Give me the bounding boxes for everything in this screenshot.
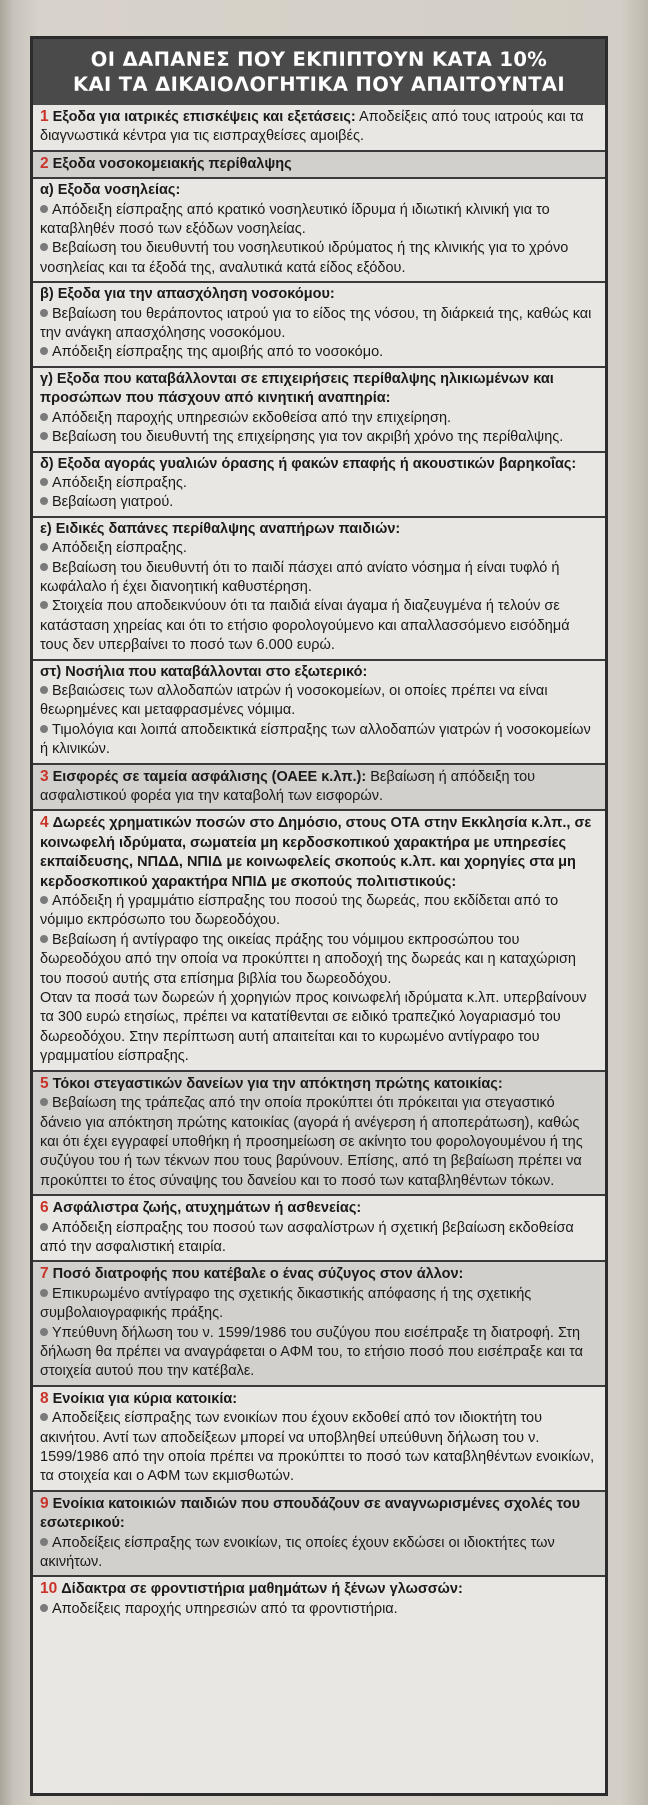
row-heading xyxy=(40,285,599,304)
bullet-dot-icon xyxy=(40,413,48,421)
table-rows xyxy=(33,105,605,1622)
table-row xyxy=(33,661,605,765)
requirement-item xyxy=(40,1409,599,1487)
requirement-text: Απόδειξη παροχής υπηρεσιών εκδοθείσα από την επιχείρηση. xyxy=(52,409,452,426)
deductions-table xyxy=(30,36,608,1796)
row-heading xyxy=(40,1389,599,1409)
bullet-dot-icon xyxy=(40,725,48,733)
requirement-item xyxy=(40,1534,599,1573)
item-number: 8 xyxy=(40,1389,49,1407)
table-row xyxy=(33,811,605,1071)
item-title: ε) Ειδικές δαπάνες περίθαλψης αναπήρων παιδιών: xyxy=(40,520,401,537)
requirement-item xyxy=(40,597,599,655)
item-title: α) Εξοδα νοσηλείας: xyxy=(40,182,181,199)
bullet-dot-icon xyxy=(40,1413,48,1421)
requirement-text: Υπεύθυνη δήλωση του ν. 1599/1986 του συζύγου που εισέπραξε τη διατροφή. Στη δήλωση θα πρέπει να αναγράφεται ο ΑΦΜ του, το ετήσιο ποσό που εισέπραξε και τα στοιχεία αυτού που την κατέβαλε. xyxy=(40,1324,584,1380)
requirement-item xyxy=(40,1219,599,1258)
requirement-text: Βεβαίωση γιατρού. xyxy=(52,494,174,511)
requirement-item xyxy=(40,409,599,428)
item-title: Ενοίκια κατοικιών παιδιών που σπουδάζουν σε αναγνωρισμένες σχολές του εσωτερικού: xyxy=(40,1495,581,1532)
table-row xyxy=(33,283,605,368)
item-number: 7 xyxy=(40,1265,49,1283)
requirement-text: Απόδειξη είσπραξης. xyxy=(52,540,187,557)
row-heading xyxy=(40,663,599,682)
additional-note: Οταν τα ποσά των δωρεών ή χορηγιών προς κοινωφελή ιδρύματα κ.λπ. υπερβαίνουν τα 300 ευρώ ετησίως, πρέπει να κατατίθενται σε ειδικό τραπεζικό λογαριασμό του δωρεοδόχου. Στην περίπτωση αυτή απαιτείται και το κυρωμένο αντίγραφο του γραμματίου είσπραξης. xyxy=(40,990,587,1065)
requirement-item xyxy=(40,493,599,512)
row-heading xyxy=(40,1264,599,1284)
bullet-dot-icon xyxy=(40,601,48,609)
item-title: στ) Νοσήλια που καταβάλλονται στο εξωτερικό: xyxy=(40,663,368,680)
table-row xyxy=(33,518,605,661)
requirement-text: Στοιχεία που αποδεικνύουν ότι τα παιδιά είναι άγαμα ή διαζευγμένα ή τελούν σε κατάσταση χηρείας και ότι το ετήσιο φορολογούμενο και απαλλασσόμενο εισόδημά τους δεν υπερβαίνει το ποσό των 6.000 ευρώ. xyxy=(40,598,570,654)
requirement-text: Βεβαιώσεις των αλλοδαπών ιατρών ή νοσοκομείων, οι οποίες πρέπει να είναι θεωρημένες και μεταφρασμένες νόμιμα. xyxy=(40,682,548,719)
bullet-dot-icon xyxy=(40,1604,48,1612)
item-number: 6 xyxy=(40,1199,49,1217)
bullet-dot-icon xyxy=(40,205,48,213)
requirement-text: Απόδειξη είσπραξης από κρατικό νοσηλευτικό ίδρυμα ή ιδιωτική κλινική για το καταβληθέν ποσό των εξόδων νοσηλείας. xyxy=(40,201,550,238)
row-heading xyxy=(40,767,599,807)
requirement-text: Επικυρωμένο αντίγραφο της σχετικής δικαστικής απόφασης ή της σχετικής συμβολαιογραφικής πράξης. xyxy=(40,1285,532,1322)
item-number: 4 xyxy=(40,814,49,832)
bullet-dot-icon xyxy=(40,478,48,486)
table-row xyxy=(33,1577,605,1622)
row-heading xyxy=(40,154,599,174)
bullet-dot-icon xyxy=(40,309,48,317)
row-heading xyxy=(40,1198,599,1218)
requirement-item xyxy=(40,201,599,240)
requirement-text: Τιμολόγια και λοιπά αποδεικτικά είσπραξης των αλλοδαπών γιατρών ή νοσοκομείων ή κλινικών. xyxy=(40,721,591,758)
bullet-dot-icon xyxy=(40,1538,48,1546)
table-header xyxy=(33,39,605,105)
requirement-item xyxy=(40,1600,599,1619)
item-number: 2 xyxy=(40,154,49,172)
table-row xyxy=(33,1387,605,1492)
item-title: Εισφορές σε ταμεία ασφάλισης (ΟΑΕΕ κ.λπ.): xyxy=(52,768,367,785)
item-title: Ενοίκια για κύρια κατοικία: xyxy=(52,1390,238,1407)
requirement-item xyxy=(40,682,599,721)
table-row xyxy=(33,1196,605,1262)
bullet-dot-icon xyxy=(40,1098,48,1106)
row-heading xyxy=(40,107,599,147)
bullet-dot-icon xyxy=(40,432,48,440)
bullet-dot-icon xyxy=(40,563,48,571)
bullet-dot-icon xyxy=(40,1223,48,1231)
item-number: 9 xyxy=(40,1494,49,1512)
item-number: 10 xyxy=(40,1580,58,1598)
bullet-dot-icon xyxy=(40,347,48,355)
row-heading xyxy=(40,1579,599,1599)
bullet-dot-icon xyxy=(40,243,48,251)
item-title: Εξοδα νοσοκομειακής περίθαλψης xyxy=(52,155,292,172)
item-title: Εξοδα για ιατρικές επισκέψεις και εξετάσεις: xyxy=(52,109,356,125)
requirement-text: Αποδείξεις παροχής υπηρεσιών από τα φροντιστήρια. xyxy=(52,1600,398,1617)
bullet-dot-icon xyxy=(40,896,48,904)
item-description: Βεβαίωση ή απόδειξη του ασφαλιστικού φορέα για την καταβολή των εισφορών. xyxy=(40,768,536,804)
row-heading xyxy=(40,181,599,200)
header-line-1: ΟΙ ΔΑΠΑΝΕΣ ΠΟΥ ΕΚΠΙΠΤΟΥΝ ΚΑΤΑ 10% xyxy=(90,48,548,71)
table-row xyxy=(33,1492,605,1578)
row-heading xyxy=(40,520,599,539)
item-number: 3 xyxy=(40,767,49,785)
requirement-item xyxy=(40,1324,599,1382)
requirement-text: Αποδείξεις είσπραξης των ενοικίων που έχουν εκδοθεί από τον ιδιοκτήτη του ακινήτου. Αντί των αποδείξεων μπορεί να υποβληθεί υπεύθυνη δήλωση του ν. 1599/1986 από την οποία πρέπει να προκύπτει το ποσό των καταβληθέντων ενοικίων, τα στοιχεία και ο ΑΦΜ των εκμισθωτών. xyxy=(40,1410,595,1485)
table-row xyxy=(33,368,605,453)
bullet-dot-icon xyxy=(40,935,48,943)
item-title: γ) Εξοδα που καταβάλλονται σε επιχειρήσεις περίθαλψης ηλικιωμένων και προσώπων που πάσχουν από κινητική αναπηρία: xyxy=(40,370,554,407)
requirement-item xyxy=(40,1094,599,1191)
bullet-dot-icon xyxy=(40,1328,48,1336)
item-number: 1 xyxy=(40,108,49,125)
item-title: Ποσό διατροφής που κατέβαλε ο ένας σύζυγος στον άλλον: xyxy=(52,1266,464,1283)
requirement-text: Αποδείξεις είσπραξης των ενοικίων, τις οποίες έχουν εκδώσει οι ιδιοκτήτες των ακινήτων. xyxy=(40,1534,555,1571)
requirement-item xyxy=(40,343,599,362)
requirement-item xyxy=(40,892,599,931)
row-heading xyxy=(40,813,599,892)
requirement-text: Απόδειξη είσπραξης. xyxy=(52,474,187,491)
requirement-item xyxy=(40,721,599,760)
header-line-2: ΚΑΙ ΤΑ ΔΙΚΑΙΟΛΟΓΗΤΙΚΑ ΠΟΥ ΑΠΑΙΤΟΥΝΤΑΙ xyxy=(72,73,566,96)
table-row xyxy=(33,179,605,283)
requirement-text: Απόδειξη είσπραξης της αμοιβής από το νοσοκόμο. xyxy=(52,344,384,361)
requirement-item xyxy=(40,1285,599,1324)
item-title: β) Εξοδα για την απασχόληση νοσοκόμου: xyxy=(40,286,335,303)
requirement-item xyxy=(40,305,599,344)
item-title: Δωρεές χρηματικών ποσών στο Δημόσιο, στους ΟΤΑ στην Εκκλησία κ.λπ., σε κοινωφελή ιδρύματα, σωματεία μη κερδοσκοπικού χαρακτήρα με υπηρεσίες εκπαίδευσης, ΝΠΔΔ, ΝΠΙΔ με κοινωφελείς σκοπούς κ.λπ. και χορηγίες στα μη κερδοσκοπικού χαρακτήρα ΝΠΙΔ με σκοπούς πολιτιστικούς: xyxy=(40,815,592,890)
bullet-dot-icon xyxy=(40,686,48,694)
requirement-text: Απόδειξη ή γραμμάτιο είσπραξης του ποσού της δωρεάς, που εκδίδεται από το νόμιμο εκπρόσωπο του δωρεοδόχου. xyxy=(40,893,559,929)
requirement-text: Βεβαίωση ή αντίγραφο της οικείας πράξης του νόμιμου εκπροσώπου του δωρεοδόχου από την οποία να προκύπτει η αποδοχή της δωρεάς και η καταχώριση του ποσού αυτής στα επίσημα βιβλία του δωρεοδόχου. xyxy=(40,931,576,987)
bullet-dot-icon xyxy=(40,1289,48,1297)
table-row xyxy=(33,105,605,152)
table-row xyxy=(33,765,605,812)
requirement-text: Απόδειξη είσπραξης του ποσού των ασφαλίστρων ή σχετική βεβαίωση εκδοθείσα από την ασφαλιστική εταιρία. xyxy=(40,1219,574,1255)
item-number: 5 xyxy=(40,1074,49,1092)
item-description: Αποδείξεις από τους ιατρούς και τα διαγνωστικά κέντρα για τις εισπραχθείσες αμοιβές. xyxy=(40,109,584,145)
requirement-item xyxy=(40,428,599,447)
item-title: Δίδακτρα σε φροντιστήρια μαθημάτων ή ξένων γλωσσών: xyxy=(61,1581,463,1598)
requirement-item xyxy=(40,931,599,989)
row-heading xyxy=(40,1074,599,1094)
item-title: Τόκοι στεγαστικών δανείων για την απόκτηση πρώτης κατοικίας: xyxy=(52,1075,503,1092)
row-heading xyxy=(40,370,599,409)
requirement-text: Βεβαίωση του διευθυντή ότι το παιδί πάσχει από ανίατο νόσημα ή είναι τυφλό ή κωφάλαλο ή έχει διανοητική καθυστέρηση. xyxy=(40,559,560,595)
table-row xyxy=(33,1072,605,1196)
table-row xyxy=(33,453,605,518)
requirement-item xyxy=(40,474,599,493)
table-row xyxy=(33,1262,605,1386)
bullet-dot-icon xyxy=(40,497,48,505)
row-heading xyxy=(40,455,599,474)
requirement-item xyxy=(40,559,599,598)
item-title: Ασφάλιστρα ζωής, ατυχημάτων ή ασθενείας: xyxy=(52,1200,362,1217)
requirement-item xyxy=(40,239,599,278)
row-heading xyxy=(40,1494,599,1534)
bullet-dot-icon xyxy=(40,543,48,551)
requirement-text: Βεβαίωση του θεράποντος ιατρού για το είδος της νόσου, τη διάρκειά της, καθώς και την ανάγκη απασχόλησης νοσοκόμου. xyxy=(40,305,592,342)
item-title: δ) Εξοδα αγοράς γυαλιών όρασης ή φακών επαφής ή ακουστικών βαρηκοΐας: xyxy=(40,455,577,472)
requirement-item xyxy=(40,539,599,558)
requirement-text: Βεβαίωση του διευθυντή της επιχείρησης για τον ακριβή χρόνο της περίθαλψης. xyxy=(52,429,564,446)
requirement-text: Βεβαίωση του διευθυντή του νοσηλευτικού ιδρύματος ή της κλινικής για το χρόνο νοσηλείας και τα έξοδά της, αναλυτικά κατά είδος εξόδου. xyxy=(40,240,569,276)
requirement-text: Βεβαίωση της τράπεζας από την οποία προκύπτει ότι πρόκειται για στεγαστικό δάνειο για απόκτηση πρώτης κατοικίας (αγορά ή ανέγερση ή αποπεράτωση), καθώς και ότι έχει εγγραφεί υποθήκη ή προσημείωση σε ακίνητο του φορολογουμένου ή της συζύγου του ή των τέκνων που τους βαρύνουν. Επίσης, από τη βεβαίωση πρέπει να προκύπτει το έτος σύναψης του δανείου και το ποσό των καταβληθέντων τόκων. xyxy=(40,1095,583,1189)
table-row xyxy=(33,152,605,179)
